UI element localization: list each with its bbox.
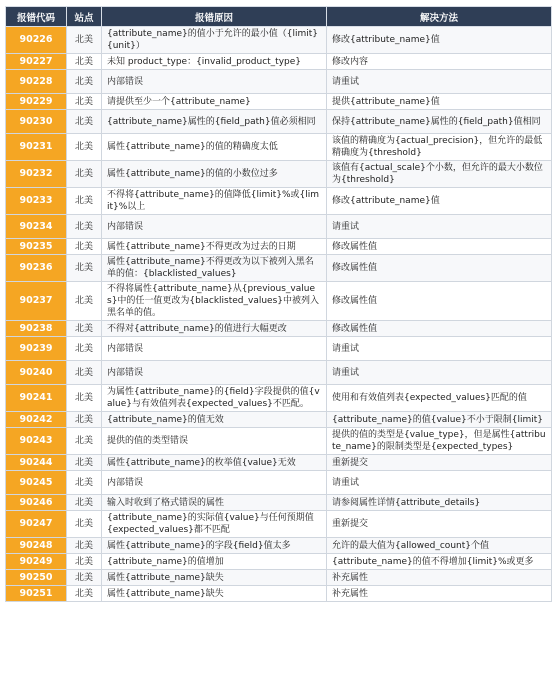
reason-cell: 属性{attribute_name}的字段{field}值太多 xyxy=(102,538,327,554)
site-cell: 北美 xyxy=(67,570,102,586)
error-code-cell: 90251 xyxy=(6,586,67,602)
table-row xyxy=(6,215,552,239)
site-cell: 北美 xyxy=(67,385,102,412)
error-code-cell: 90232 xyxy=(6,161,67,188)
table-row xyxy=(6,511,552,538)
table-row xyxy=(6,471,552,495)
error-code-cell: 90230 xyxy=(6,110,67,134)
reason-cell: 属性{attribute_name}不得更改为以下被列入黑名单的值：{blacklisted_values} xyxy=(102,255,327,282)
solution-cell: 请重试 xyxy=(327,471,552,495)
table-row xyxy=(6,255,552,282)
solution-cell: 请参阅属性详情{attribute_details} xyxy=(327,495,552,511)
error-code-cell: 90235 xyxy=(6,239,67,255)
table-row xyxy=(6,321,552,337)
solution-cell: 修改{attribute_name}值 xyxy=(327,188,552,215)
error-code-cell: 90236 xyxy=(6,255,67,282)
reason-cell: {attribute_name}属性的{field_path}值必须相同 xyxy=(102,110,327,134)
solution-cell: 请重试 xyxy=(327,215,552,239)
site-cell: 北美 xyxy=(67,188,102,215)
solution-cell: 提供{attribute_name}值 xyxy=(327,94,552,110)
error-code-cell: 90246 xyxy=(6,495,67,511)
table-row xyxy=(6,282,552,321)
site-cell: 北美 xyxy=(67,134,102,161)
table-row xyxy=(6,188,552,215)
error-code-cell: 90242 xyxy=(6,412,67,428)
error-code-cell: 90226 xyxy=(6,27,67,54)
solution-cell: 修改属性值 xyxy=(327,255,552,282)
error-code-cell: 90244 xyxy=(6,455,67,471)
solution-cell: 保持{attribute_name}属性的{field_path}值相同 xyxy=(327,110,552,134)
header-error-code: 报错代码 xyxy=(6,7,67,27)
error-code-cell: 90238 xyxy=(6,321,67,337)
header-site: 站点 xyxy=(67,7,102,27)
site-cell: 北美 xyxy=(67,511,102,538)
reason-cell: 输入时收到了格式错误的属性 xyxy=(102,495,327,511)
error-code-cell: 90228 xyxy=(6,70,67,94)
site-cell: 北美 xyxy=(67,215,102,239)
reason-cell: 不得将{attribute_name}的值降低{limit}%或{limit}%以上 xyxy=(102,188,327,215)
site-cell: 北美 xyxy=(67,94,102,110)
reason-cell: 内部错误 xyxy=(102,70,327,94)
solution-cell: {attribute_name}的值{value}不小于限制{limit} xyxy=(327,412,552,428)
table-row xyxy=(6,412,552,428)
table-row xyxy=(6,385,552,412)
error-code-cell: 90247 xyxy=(6,511,67,538)
table-row xyxy=(6,495,552,511)
solution-cell: 请重试 xyxy=(327,361,552,385)
error-code-cell: 90233 xyxy=(6,188,67,215)
reason-cell: 内部错误 xyxy=(102,215,327,239)
site-cell: 北美 xyxy=(67,239,102,255)
solution-cell: 该值的精确度为{actual_precision}，但允许的最低精确度为{threshold} xyxy=(327,134,552,161)
reason-cell: 内部错误 xyxy=(102,337,327,361)
reason-cell: 内部错误 xyxy=(102,361,327,385)
error-code-cell: 90231 xyxy=(6,134,67,161)
error-code-cell: 90241 xyxy=(6,385,67,412)
table-row xyxy=(6,70,552,94)
reason-cell: {attribute_name}的值无效 xyxy=(102,412,327,428)
error-code-cell: 90243 xyxy=(6,428,67,455)
reason-cell: 属性{attribute_name}缺失 xyxy=(102,586,327,602)
solution-cell: 允许的最大值为{allowed_count}个值 xyxy=(327,538,552,554)
solution-cell: 修改属性值 xyxy=(327,321,552,337)
error-code-cell: 90250 xyxy=(6,570,67,586)
reason-cell: 不得对{attribute_name}的值进行大幅更改 xyxy=(102,321,327,337)
table-row xyxy=(6,554,552,570)
table-body xyxy=(6,27,552,602)
reason-cell: 属性{attribute_name}缺失 xyxy=(102,570,327,586)
reason-cell: 为属性{attribute_name}的{field}字段提供的值{value}与有效值列表{expected_values}不匹配。 xyxy=(102,385,327,412)
solution-cell: 修改{attribute_name}值 xyxy=(327,27,552,54)
site-cell: 北美 xyxy=(67,495,102,511)
site-cell: 北美 xyxy=(67,27,102,54)
error-code-cell: 90234 xyxy=(6,215,67,239)
solution-cell: 重新提交 xyxy=(327,455,552,471)
site-cell: 北美 xyxy=(67,586,102,602)
solution-cell: 修改属性值 xyxy=(327,239,552,255)
reason-cell: {attribute_name}的值增加 xyxy=(102,554,327,570)
site-cell: 北美 xyxy=(67,54,102,70)
site-cell: 北美 xyxy=(67,321,102,337)
table-row xyxy=(6,538,552,554)
site-cell: 北美 xyxy=(67,455,102,471)
table-row xyxy=(6,361,552,385)
table-row xyxy=(6,161,552,188)
table-row xyxy=(6,54,552,70)
solution-cell: 补充属性 xyxy=(327,586,552,602)
reason-cell: 属性{attribute_name}的值的小数位过多 xyxy=(102,161,327,188)
error-code-cell: 90239 xyxy=(6,337,67,361)
site-cell: 北美 xyxy=(67,110,102,134)
site-cell: 北美 xyxy=(67,337,102,361)
reason-cell: 属性{attribute_name}的值的精确度太低 xyxy=(102,134,327,161)
site-cell: 北美 xyxy=(67,282,102,321)
reason-cell: 提供的值的类型错误 xyxy=(102,428,327,455)
reason-cell: {attribute_name}的实际值{value}与任何预期值{expected_values}都不匹配 xyxy=(102,511,327,538)
site-cell: 北美 xyxy=(67,538,102,554)
table-row xyxy=(6,27,552,54)
site-cell: 北美 xyxy=(67,70,102,94)
error-code-cell: 90245 xyxy=(6,471,67,495)
error-code-table xyxy=(5,6,552,602)
reason-cell: 属性{attribute_name}不得更改为过去的日期 xyxy=(102,239,327,255)
reason-cell: 未知 product_type：{invalid_product_type} xyxy=(102,54,327,70)
solution-cell: 修改内容 xyxy=(327,54,552,70)
solution-cell: 该值有{actual_scale}个小数，但允许的最大小数位为{threshold} xyxy=(327,161,552,188)
header-row xyxy=(6,7,552,27)
solution-cell: 使用和有效值列表{expected_values}匹配的值 xyxy=(327,385,552,412)
table-header xyxy=(6,7,552,27)
table-row xyxy=(6,570,552,586)
error-code-table-container xyxy=(5,6,551,602)
solution-cell: 补充属性 xyxy=(327,570,552,586)
solution-cell: 请重试 xyxy=(327,70,552,94)
reason-cell: 内部错误 xyxy=(102,471,327,495)
error-code-cell: 90237 xyxy=(6,282,67,321)
site-cell: 北美 xyxy=(67,471,102,495)
solution-cell: {attribute_name}的值不得增加{limit}%或更多 xyxy=(327,554,552,570)
error-code-cell: 90229 xyxy=(6,94,67,110)
table-row xyxy=(6,134,552,161)
reason-cell: 请提供至少一个{attribute_name} xyxy=(102,94,327,110)
error-code-cell: 90249 xyxy=(6,554,67,570)
site-cell: 北美 xyxy=(67,554,102,570)
site-cell: 北美 xyxy=(67,428,102,455)
table-row xyxy=(6,110,552,134)
site-cell: 北美 xyxy=(67,161,102,188)
solution-cell: 重新提交 xyxy=(327,511,552,538)
table-row xyxy=(6,94,552,110)
table-row xyxy=(6,337,552,361)
error-code-cell: 90227 xyxy=(6,54,67,70)
table-row xyxy=(6,455,552,471)
solution-cell: 提供的值的类型是{value_type}，但是属性{attribute_name}的限制类型是{expected_types} xyxy=(327,428,552,455)
site-cell: 北美 xyxy=(67,361,102,385)
solution-cell: 修改属性值 xyxy=(327,282,552,321)
reason-cell: 属性{attribute_name}的枚举值{value}无效 xyxy=(102,455,327,471)
reason-cell: {attribute_name}的值小于允许的最小值（{limit} {unit}） xyxy=(102,27,327,54)
reason-cell: 不得将属性{attribute_name}从{previous_values}中的任一值更改为{blacklisted_values}中被列入黑名单的值。 xyxy=(102,282,327,321)
header-reason: 报错原因 xyxy=(102,7,327,27)
error-code-cell: 90248 xyxy=(6,538,67,554)
table-row xyxy=(6,239,552,255)
header-solution: 解决方法 xyxy=(327,7,552,27)
table-row xyxy=(6,428,552,455)
site-cell: 北美 xyxy=(67,255,102,282)
solution-cell: 请重试 xyxy=(327,337,552,361)
site-cell: 北美 xyxy=(67,412,102,428)
table-row xyxy=(6,586,552,602)
error-code-cell: 90240 xyxy=(6,361,67,385)
